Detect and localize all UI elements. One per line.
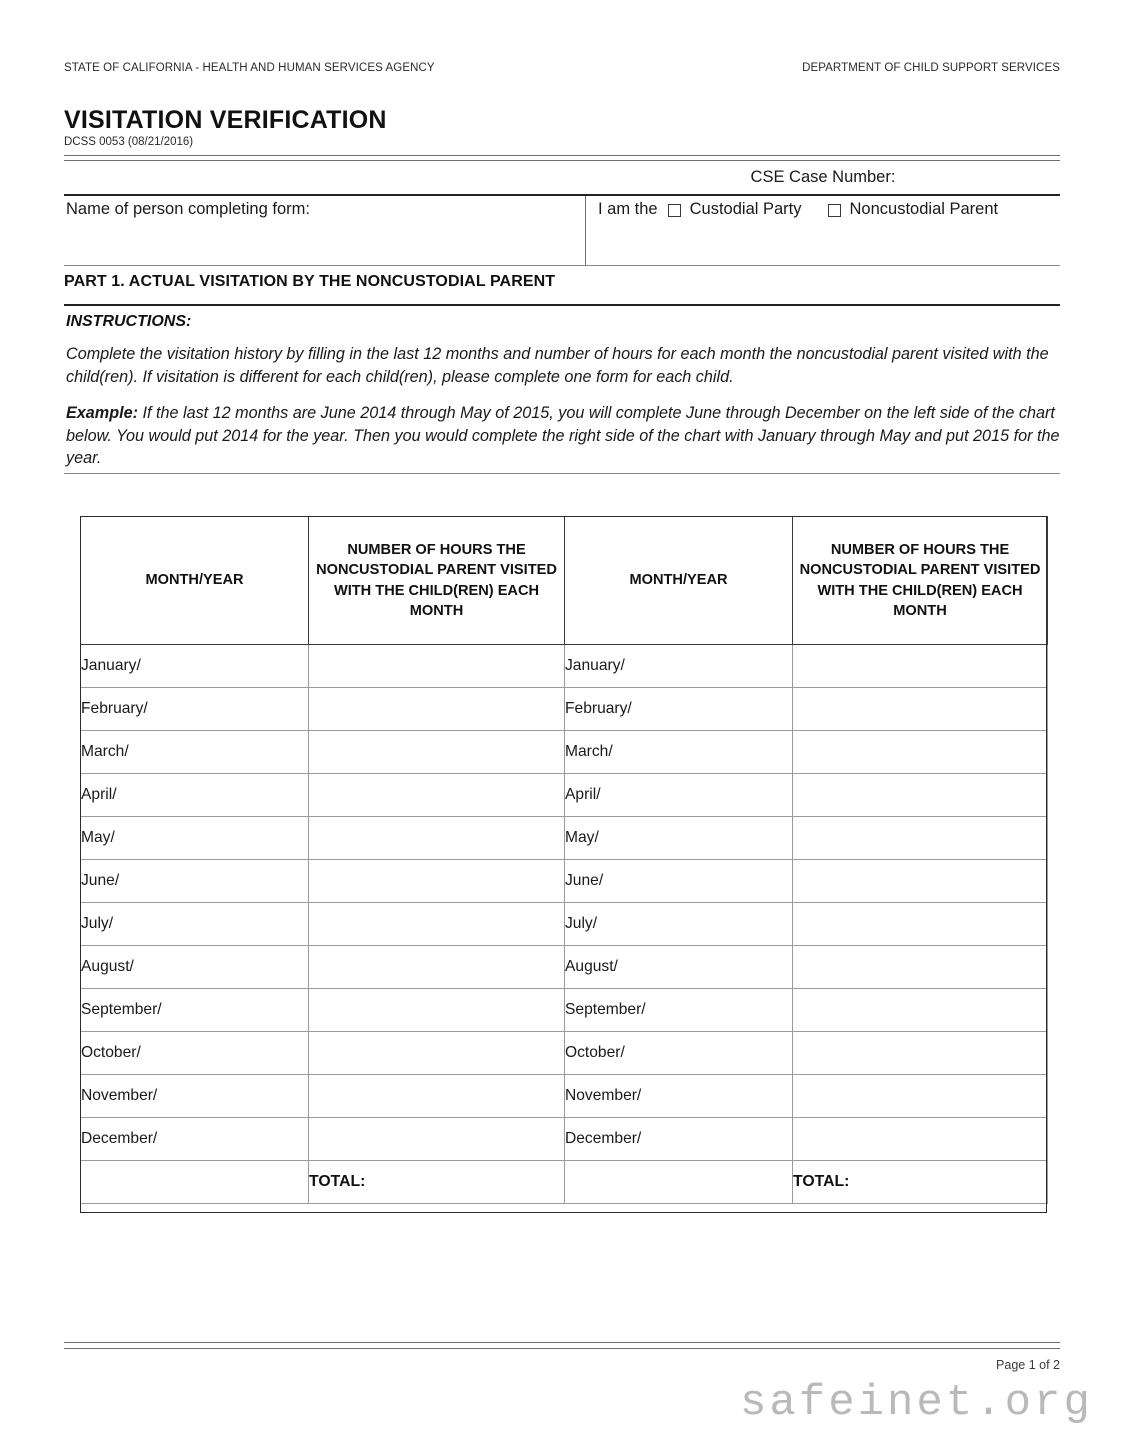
custodial-party-label: Custodial Party <box>689 200 802 218</box>
column-header-hours-right: NUMBER OF HOURS THE NONCUSTODIAL PARENT VISITED WITH THE CHILD(REN) EACH MONTH <box>793 517 1048 645</box>
agency-right-label: DEPARTMENT OF CHILD SUPPORT SERVICES <box>802 62 1060 74</box>
agency-left-label: STATE OF CALIFORNIA - HEALTH AND HUMAN SERVICES AGENCY <box>64 62 435 74</box>
hours-input-left[interactable] <box>309 774 565 817</box>
instructions-title: INSTRUCTIONS: <box>66 313 192 330</box>
hours-input-right[interactable] <box>793 817 1048 860</box>
month-label-left: February/ <box>81 688 309 731</box>
table-row <box>81 731 1048 774</box>
table-row <box>81 860 1048 903</box>
agency-header <box>64 62 1060 74</box>
month-label-right: June/ <box>565 860 793 903</box>
hours-input-right[interactable] <box>793 946 1048 989</box>
month-label-right: August/ <box>565 946 793 989</box>
hours-input-left[interactable] <box>309 731 565 774</box>
total-spacer-left <box>81 1161 309 1204</box>
hours-input-right[interactable] <box>793 989 1048 1032</box>
example-paragraph <box>66 402 1062 470</box>
table-header-row <box>81 517 1048 645</box>
hours-input-right[interactable] <box>793 645 1048 688</box>
month-label-left: October/ <box>81 1032 309 1075</box>
instructions-body: Complete the visitation history by filling in the last 12 months and number of hours for each month the noncustodial parent visited with the child(ren). If visitation is different for each child(ren), please complete one form for each child. <box>66 345 1049 386</box>
month-label-right: March/ <box>565 731 793 774</box>
month-label-right: July/ <box>565 903 793 946</box>
watermark-label: safeinet.org <box>740 1378 1093 1428</box>
month-label-left: May/ <box>81 817 309 860</box>
table-row <box>81 1075 1048 1118</box>
table-row <box>81 1032 1048 1075</box>
hours-input-left[interactable] <box>309 1118 565 1161</box>
table-row <box>81 903 1048 946</box>
hours-input-left[interactable] <box>309 1032 565 1075</box>
hours-input-right[interactable] <box>793 731 1048 774</box>
month-label-left: March/ <box>81 731 309 774</box>
name-row-top-rule <box>64 194 1060 196</box>
checkbox-custodial-party[interactable] <box>668 204 681 217</box>
table-row <box>81 946 1048 989</box>
table-row <box>81 645 1048 688</box>
month-label-right: May/ <box>565 817 793 860</box>
hours-input-right[interactable] <box>793 774 1048 817</box>
i-am-the-label: I am the <box>598 200 658 218</box>
month-label-left: January/ <box>81 645 309 688</box>
total-label-right: TOTAL: <box>793 1161 1048 1204</box>
example-text: If the last 12 months are June 2014 through May of 2015, you will complete June through December on the left side of the chart below. You would put 2014 for the year. Then you would complete the right side of the chart with January through May and put 2015 for the year. <box>66 404 1060 467</box>
hours-input-left[interactable] <box>309 817 565 860</box>
cse-case-number-label: CSE Case Number: <box>750 168 896 186</box>
party-selection-group <box>598 200 998 219</box>
hours-input-left[interactable] <box>309 989 565 1032</box>
column-header-month-year-left: MONTH/YEAR <box>81 517 309 645</box>
name-row-bottom-rule <box>64 265 1060 266</box>
month-label-left: July/ <box>81 903 309 946</box>
page-number-label: Page 1 of 2 <box>996 1358 1060 1372</box>
name-box-divider <box>585 196 586 266</box>
checkbox-noncustodial-parent[interactable] <box>828 204 841 217</box>
part1-heading: PART 1. ACTUAL VISITATION BY THE NONCUSTODIAL PARENT <box>64 273 556 290</box>
table-total-row <box>81 1161 1048 1204</box>
month-label-right: December/ <box>565 1118 793 1161</box>
hours-input-left[interactable] <box>309 688 565 731</box>
month-label-left: September/ <box>81 989 309 1032</box>
footer-rule-lower <box>64 1348 1060 1349</box>
hours-input-left[interactable] <box>309 946 565 989</box>
hours-input-right[interactable] <box>793 903 1048 946</box>
hours-input-right[interactable] <box>793 860 1048 903</box>
table-body <box>81 645 1048 1204</box>
table-row <box>81 688 1048 731</box>
hours-input-right[interactable] <box>793 1118 1048 1161</box>
hours-input-right[interactable] <box>793 1032 1048 1075</box>
instructions-bottom-rule <box>64 473 1060 474</box>
month-label-left: November/ <box>81 1075 309 1118</box>
month-label-left: December/ <box>81 1118 309 1161</box>
name-of-person-label: Name of person completing form: <box>66 200 310 218</box>
table-row <box>81 817 1048 860</box>
footer-rule-upper <box>64 1342 1060 1343</box>
month-label-right: February/ <box>565 688 793 731</box>
page-title: VISITATION VERIFICATION <box>64 106 387 134</box>
hours-input-left[interactable] <box>309 645 565 688</box>
month-label-left: June/ <box>81 860 309 903</box>
form-number-label: DCSS 0053 (08/21/2016) <box>64 136 194 148</box>
hours-input-right[interactable] <box>793 688 1048 731</box>
column-header-month-year-right: MONTH/YEAR <box>565 517 793 645</box>
title-rule-lower <box>64 160 1060 161</box>
month-label-right: October/ <box>565 1032 793 1075</box>
month-label-left: August/ <box>81 946 309 989</box>
hours-input-right[interactable] <box>793 1075 1048 1118</box>
month-label-right: January/ <box>565 645 793 688</box>
total-spacer-right <box>565 1161 793 1204</box>
noncustodial-parent-label: Noncustodial Parent <box>849 200 999 218</box>
total-label-left: TOTAL: <box>309 1161 565 1204</box>
month-label-right: September/ <box>565 989 793 1032</box>
table-row <box>81 774 1048 817</box>
column-header-hours-left: NUMBER OF HOURS THE NONCUSTODIAL PARENT VISITED WITH THE CHILD(REN) EACH MONTH <box>309 517 565 645</box>
title-rule-upper <box>64 155 1060 156</box>
table-row <box>81 989 1048 1032</box>
table-row <box>81 1118 1048 1161</box>
hours-input-left[interactable] <box>309 860 565 903</box>
month-label-left: April/ <box>81 774 309 817</box>
example-label: Example: <box>66 404 138 422</box>
hours-input-left[interactable] <box>309 1075 565 1118</box>
month-label-right: November/ <box>565 1075 793 1118</box>
hours-input-left[interactable] <box>309 903 565 946</box>
instructions-top-rule <box>64 304 1060 306</box>
month-label-right: April/ <box>565 774 793 817</box>
visitation-table <box>80 516 1048 1204</box>
